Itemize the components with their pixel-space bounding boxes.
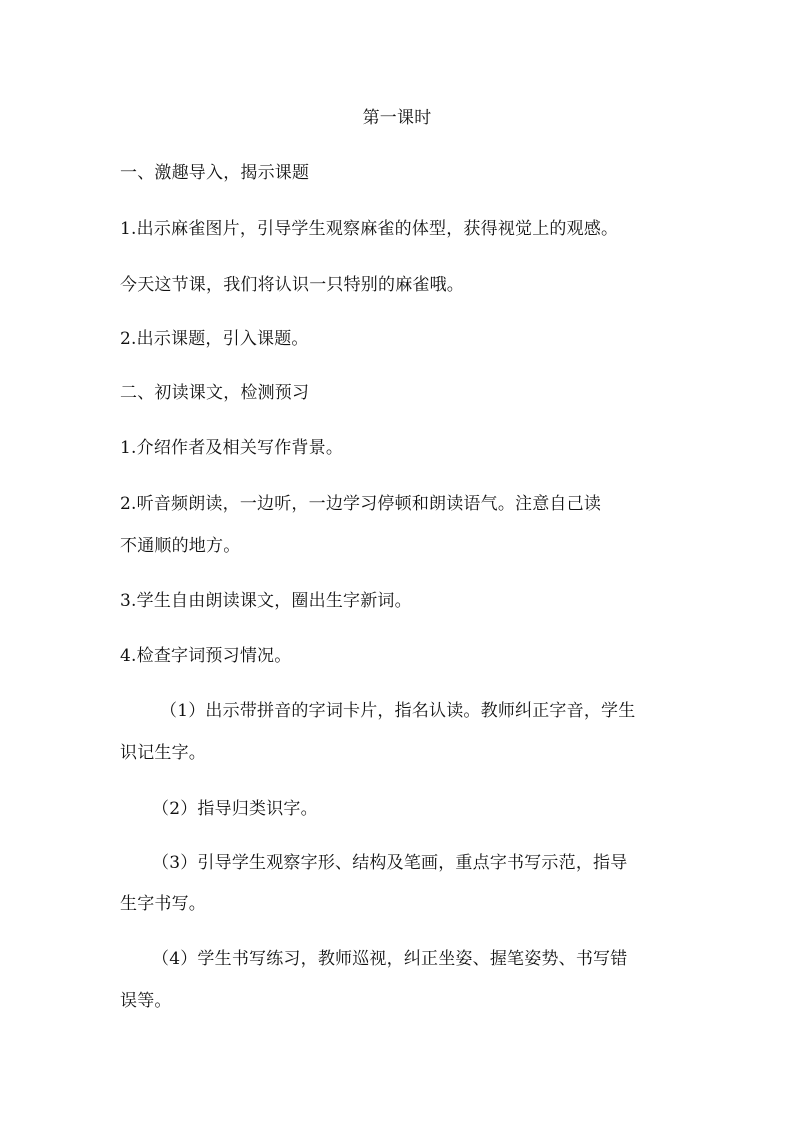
paragraph-line: 今天这节课，我们将认识一只特别的麻雀哦。 [120,275,464,295]
paragraph-line: （3）引导学生观察字形、结构及笔画，重点字书写示范，指导 [152,853,628,873]
paragraph-line: 1.出示麻雀图片，引导学生观察麻雀的体型，获得视觉上的观感。 [120,219,619,239]
section-heading-2: 二、初读课文，检测预习 [120,383,310,403]
paragraph-line: 4.检查字词预习情况。 [120,646,292,666]
paragraph-line: 2.出示课题，引入课题。 [120,329,309,349]
paragraph-line: 误等。 [120,991,172,1011]
paragraph-line: 1.介绍作者及相关写作背景。 [120,438,344,458]
paragraph-line: 识记生字。 [120,743,206,763]
paragraph-line: 3.学生自由朗读课文，圈出生字新词。 [120,591,412,611]
paragraph-line: 生字书写。 [120,894,206,914]
section-heading-1: 一、激趣导入，揭示课题 [120,163,310,183]
paragraph-line: （4）学生书写练习，教师巡视，纠正坐姿、握笔姿势、书写错 [152,949,628,969]
lesson-title: 第一课时 [362,108,432,128]
paragraph-line: （2）指导归类识字。 [152,799,318,819]
paragraph-line: 不通顺的地方。 [120,536,241,556]
paragraph-line: 2.听音频朗读，一边听，一边学习停顿和朗读语气。注意自己读 [120,494,602,514]
paragraph-line: （1）出示带拼音的字词卡片，指名认读。教师纠正字音，学生 [160,701,636,721]
